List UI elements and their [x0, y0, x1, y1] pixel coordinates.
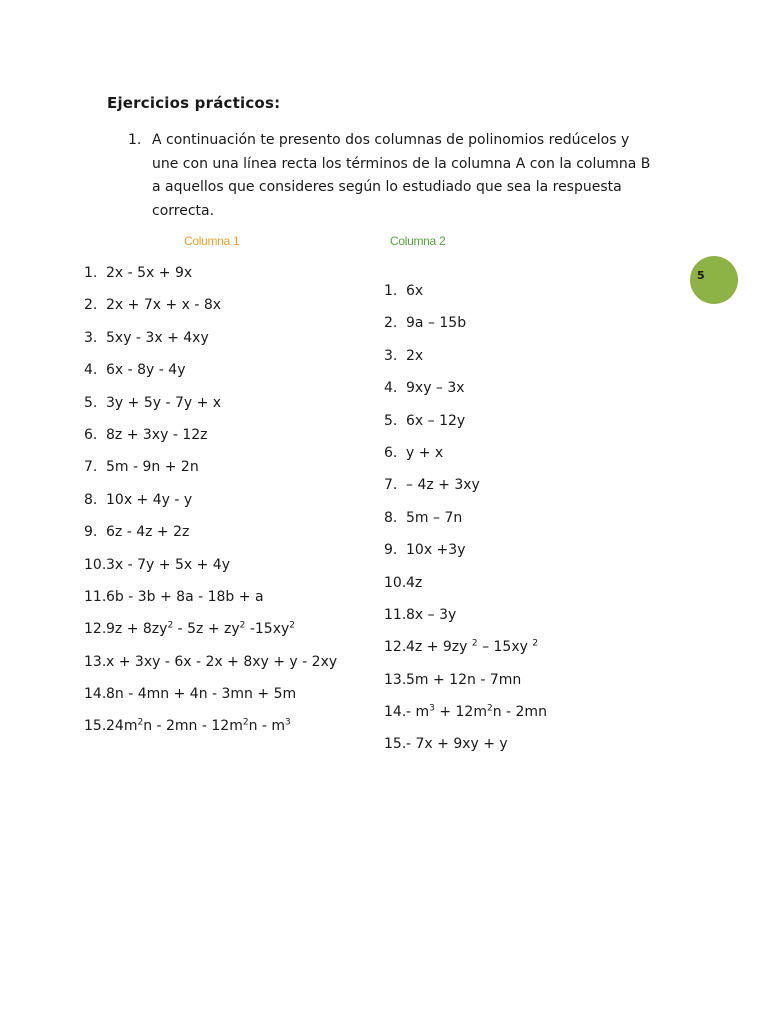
item-number: 2. — [84, 297, 98, 314]
column-2-item-13 — [384, 670, 547, 702]
polynomial-expression: 8x – 3y — [406, 606, 457, 623]
item-number: 15. — [384, 736, 407, 753]
column-2-item-10 — [384, 573, 547, 605]
column-1-title: Columna 1 — [184, 234, 240, 248]
page-heading: Ejercicios prácticos: — [107, 94, 281, 112]
polynomial-expression: 3y + 5y - 7y + x — [106, 394, 222, 411]
item-number: 6. — [84, 426, 98, 443]
polynomial-expression: 5xy - 3x + 4xy — [106, 329, 209, 346]
polynomial-expression: $24m^2n - 2mn - 12m^2n - m^3$ — [106, 717, 291, 735]
column-2-item-11 — [384, 605, 547, 637]
column-1-list — [84, 263, 337, 749]
item-number: 8. — [384, 509, 398, 526]
item-number: 4. — [384, 380, 398, 397]
item-number: 9. — [84, 524, 98, 541]
polynomial-expression: 2x — [406, 347, 424, 364]
item-number: 7. — [84, 459, 98, 476]
column-2-item-4 — [384, 378, 547, 410]
polynomial-expression: 6x — [406, 283, 424, 299]
polynomial-expression: 3x - 7y + 5x + 4y — [106, 556, 230, 573]
column-1-item-3 — [84, 328, 337, 360]
column-2-item-15 — [384, 734, 547, 766]
item-number: 6. — [384, 444, 398, 461]
page-number-badge — [690, 256, 738, 304]
polynomial-expression: – 4z + 3xy — [406, 477, 480, 494]
column-2-item-8 — [384, 508, 547, 540]
polynomial-expression: x + 3xy - 6x - 2x + 8xy + y - 2xy — [106, 653, 338, 670]
column-1-item-15 — [84, 716, 337, 748]
column-1-item-11 — [84, 587, 337, 619]
column-2-item-9 — [384, 540, 547, 572]
item-number: 10. — [384, 574, 407, 591]
item-number: 7. — [384, 477, 398, 494]
column-2-item-3 — [384, 346, 547, 378]
column-1-item-13 — [84, 652, 337, 684]
page-number: 5 — [697, 269, 705, 282]
item-number: 13. — [384, 671, 407, 688]
item-number: 3. — [384, 347, 398, 364]
column-1-item-14 — [84, 684, 337, 716]
column-1-item-10 — [84, 555, 337, 587]
column-1-item-12 — [84, 619, 337, 651]
item-number: 11. — [84, 588, 107, 605]
item-number: 3. — [84, 329, 98, 346]
polynomial-expression: - $m^3 + 12m^2n - 2mn$ — [406, 703, 547, 721]
column-1-item-8 — [84, 490, 337, 522]
item-number: 12. — [84, 621, 107, 638]
item-number: 15. — [84, 718, 107, 735]
item-number: 13. — [84, 653, 107, 670]
polynomial-expression: 4z — [406, 574, 423, 591]
column-2-item-14 — [384, 702, 547, 734]
column-2-item-6 — [384, 443, 547, 475]
item-number: 2. — [384, 315, 398, 332]
polynomial-expression: 8z + 3xy - 12z — [106, 426, 208, 443]
polynomial-expression: $9z + 8zy^2 - 5z + zy^2$ $-15xy^2$ — [106, 620, 296, 638]
column-1-item-7 — [84, 457, 337, 489]
item-number: 9. — [384, 542, 398, 559]
column-1-item-6 — [84, 425, 337, 457]
item-number: 5. — [84, 394, 98, 411]
polynomial-expression: 5m – 7n — [406, 509, 463, 526]
item-number: 1. — [84, 265, 98, 281]
item-number: 12. — [384, 639, 407, 656]
item-number: 1. — [384, 283, 398, 299]
polynomial-expression: 5m - 9n + 2n — [106, 459, 199, 476]
polynomial-expression: 6x - 8y - 4y — [106, 362, 186, 379]
column-1-item-9 — [84, 522, 337, 554]
item-number: 11. — [384, 606, 407, 623]
polynomial-expression: 6z - 4z + 2z — [106, 524, 190, 541]
column-2-item-5 — [384, 411, 547, 443]
polynomial-expression: 2x + 7x + x - 8x — [106, 297, 222, 314]
item-number: 10. — [84, 556, 107, 573]
polynomial-expression: - 7x + 9xy + y — [406, 736, 508, 753]
polynomial-expression: 4z + 9zy $^2$ – 15xy $^2$ — [406, 638, 539, 656]
polynomial-expression: 6x – 12y — [406, 412, 466, 429]
item-number: 5. — [384, 412, 398, 429]
polynomial-expression: 10x + 4y - y — [106, 491, 193, 508]
column-2-item-2 — [384, 313, 547, 345]
column-2-list — [384, 281, 547, 767]
polynomial-expression: 8n - 4mn + 4n - 3mn + 5m — [106, 686, 297, 703]
column-1-item-1 — [84, 263, 337, 295]
polynomial-expression: y + x — [406, 444, 444, 461]
column-2-item-7 — [384, 475, 547, 507]
instruction-item — [128, 129, 658, 223]
item-number: 14. — [384, 704, 407, 721]
polynomial-expression: 9xy – 3x — [406, 380, 465, 397]
instruction-text: A continuación te presento dos columnas de polinomios redúcelos y une con una línea recta los términos de la columna A con la columna B a aquellos que consideres según lo estudiado que sea la respuesta correcta. — [152, 132, 651, 219]
column-1-item-2 — [84, 295, 337, 327]
column-1-item-4 — [84, 360, 337, 392]
polynomial-expression: 5m + 12n - 7mn — [406, 671, 522, 688]
item-number: 8. — [84, 491, 98, 508]
column-1-item-5 — [84, 393, 337, 425]
polynomial-expression: 10x +3y — [406, 542, 466, 559]
column-2-item-12 — [384, 637, 547, 669]
polynomial-expression: 2x - 5x + 9x — [106, 265, 193, 281]
instruction-number: 1. — [128, 132, 142, 148]
column-2-title: Columna 2 — [390, 234, 446, 248]
item-number: 14. — [84, 686, 107, 703]
item-number: 4. — [84, 362, 98, 379]
polynomial-expression: 6b - 3b + 8a - 18b + a — [106, 588, 264, 605]
polynomial-expression: 9a – 15b — [406, 315, 467, 332]
column-2-item-1 — [384, 281, 547, 313]
